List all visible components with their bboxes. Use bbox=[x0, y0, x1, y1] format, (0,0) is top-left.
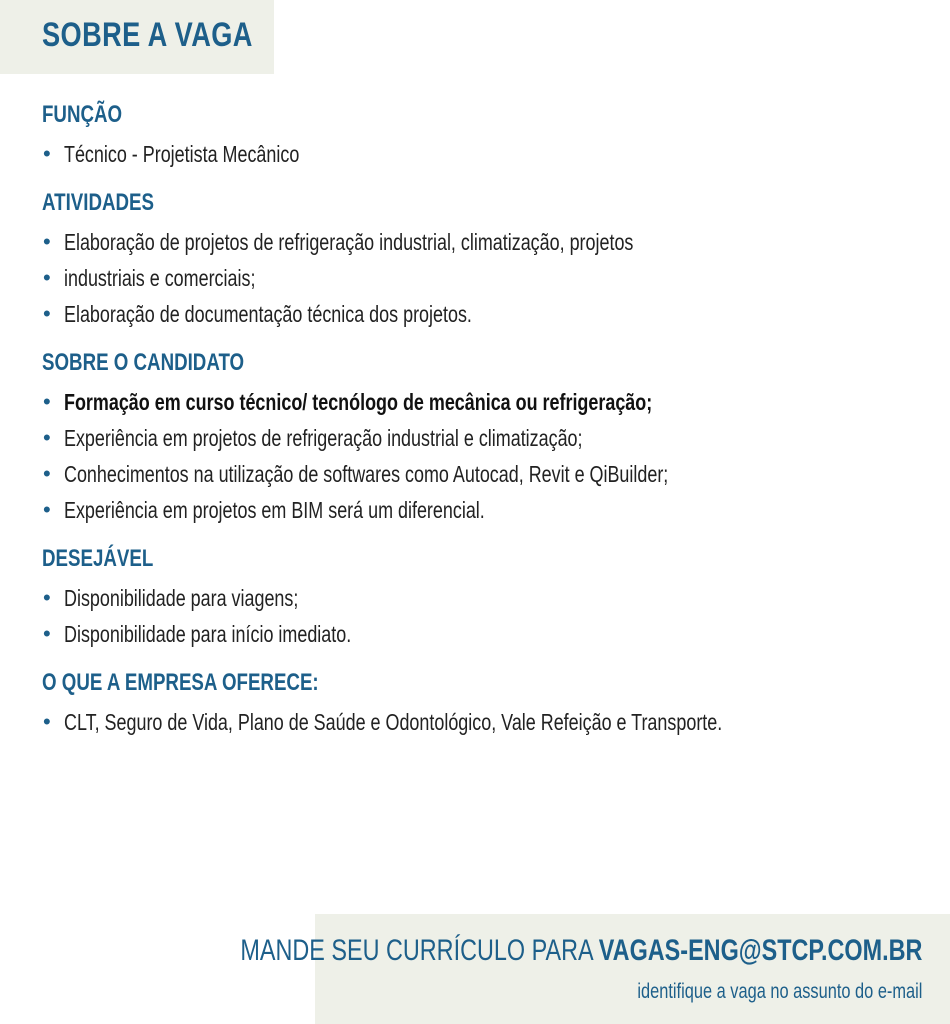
bullet-icon: • bbox=[43, 585, 51, 610]
contact-panel bbox=[239, 914, 950, 1024]
job-details bbox=[42, 100, 922, 756]
section-title-beneficios: O QUE A EMPRESA OFERECE: bbox=[42, 669, 319, 696]
list-item: • Elaboração de projetos de refrigeração industrial, climatização, projetos bbox=[42, 224, 922, 260]
list-item: • Disponibilidade para viagens; bbox=[42, 580, 922, 616]
contact-note: identifique a vaga no assunto do e-mail bbox=[636, 980, 922, 1003]
bullet-icon: • bbox=[43, 497, 51, 522]
bullet-icon: • bbox=[43, 389, 51, 414]
bullet-icon: • bbox=[43, 461, 51, 486]
atividades-list bbox=[42, 224, 922, 332]
bullet-icon: • bbox=[43, 301, 51, 326]
bullet-icon: • bbox=[43, 425, 51, 450]
bullet-icon: • bbox=[43, 709, 51, 734]
section-funcao bbox=[42, 100, 922, 172]
list-item: • Conhecimentos na utilização de softwares como Autocad, Revit e QiBuilder; bbox=[42, 456, 922, 492]
contact-email-link[interactable]: VAGAS-ENG@STCP.COM.BR bbox=[598, 934, 922, 967]
bullet-icon: • bbox=[43, 265, 51, 290]
contact-line bbox=[240, 934, 922, 968]
desejavel-list bbox=[42, 580, 922, 652]
section-title-funcao: FUNÇÃO bbox=[42, 101, 123, 128]
section-candidato bbox=[42, 348, 922, 528]
list-item: • Experiência em projetos de refrigeração industrial e climatização; bbox=[42, 420, 922, 456]
list-item: • Disponibilidade para início imediato. bbox=[42, 616, 922, 652]
section-beneficios bbox=[42, 668, 922, 740]
section-title-atividades: ATIVIDADES bbox=[42, 189, 154, 216]
section-atividades bbox=[42, 188, 922, 332]
list-item: • industriais e comerciais; bbox=[42, 260, 922, 296]
candidato-list bbox=[42, 384, 922, 528]
list-item: • CLT, Seguro de Vida, Plano de Saúde e Odontológico, Vale Refeição e Transporte. bbox=[42, 704, 922, 740]
page-title: SOBRE A VAGA bbox=[42, 16, 253, 54]
list-item: • Técnico - Projetista Mecânico bbox=[42, 136, 922, 172]
list-item: • Elaboração de documentação técnica dos projetos. bbox=[42, 296, 922, 332]
bullet-icon: • bbox=[43, 621, 51, 646]
beneficios-list bbox=[42, 704, 922, 740]
funcao-list bbox=[42, 136, 922, 172]
section-title-candidato: SOBRE O CANDIDATO bbox=[42, 349, 245, 376]
list-item: • Experiência em projetos em BIM será um diferencial. bbox=[42, 492, 922, 528]
bullet-icon: • bbox=[43, 141, 51, 166]
section-title-desejavel: DESEJÁVEL bbox=[42, 545, 154, 572]
list-item: • Formação em curso técnico/ tecnólogo de mecânica ou refrigeração; bbox=[42, 384, 922, 420]
contact-prefix: MANDE SEU CURRÍCULO PARA bbox=[239, 934, 599, 967]
section-desejavel bbox=[42, 544, 922, 652]
bullet-icon: • bbox=[43, 229, 51, 254]
